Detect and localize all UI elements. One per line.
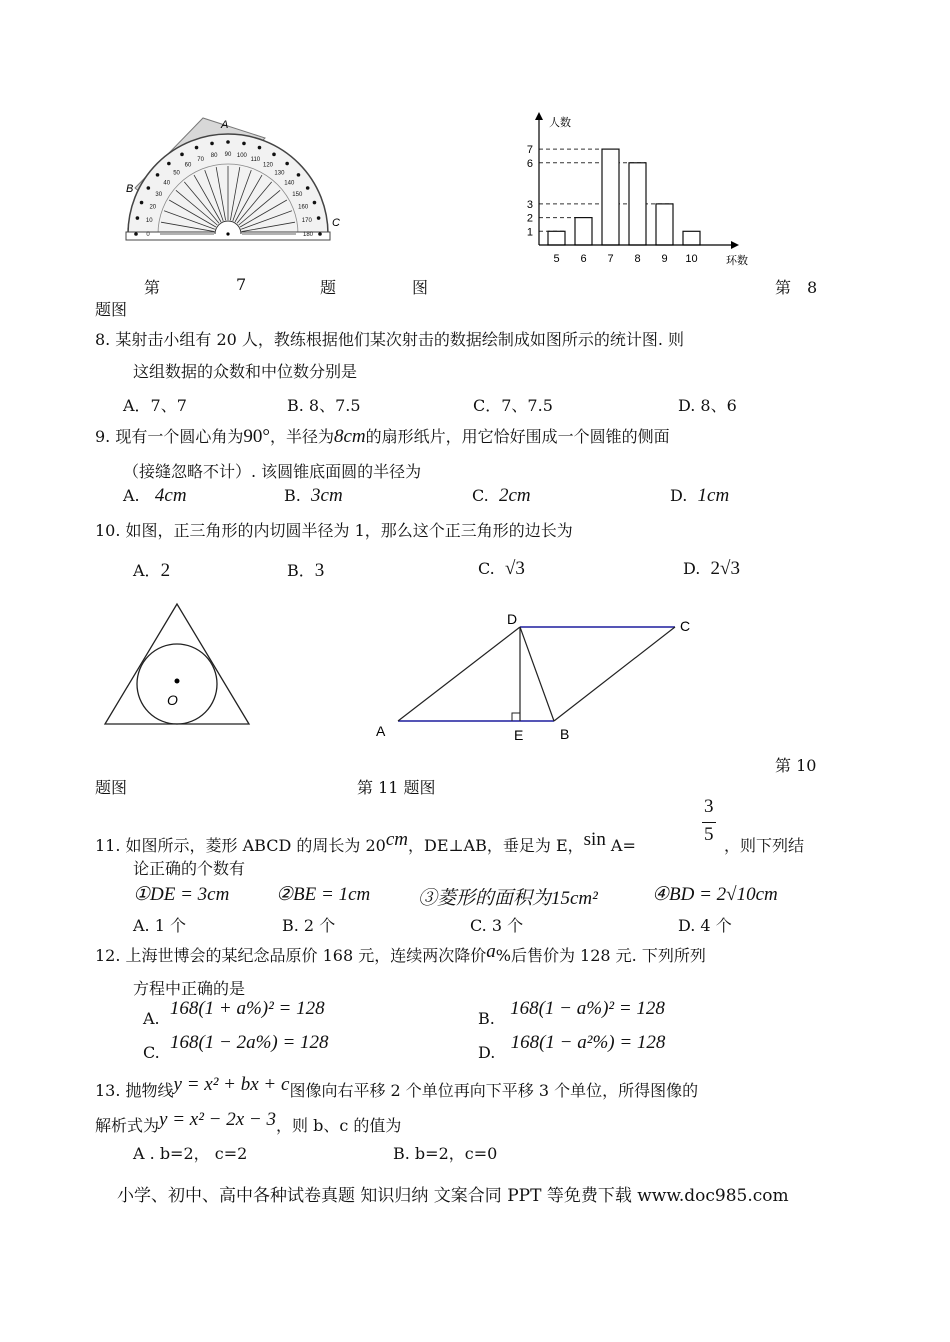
fig11-rhombus bbox=[370, 605, 710, 750]
bar bbox=[656, 204, 673, 245]
q10-opt-d: D. 2√3 bbox=[683, 558, 740, 579]
q11-stmt-1: ①DE = 3cm bbox=[133, 884, 230, 905]
protractor-scale-label: 110 bbox=[250, 156, 261, 163]
fig8-bars bbox=[548, 149, 700, 245]
q13-line1: 13. 抛物线y = x² + bx + c图像向右平移 2 个单位再向下平移 3 个单位，所得图像的 bbox=[95, 1074, 699, 1100]
y-tick-label: 2 bbox=[526, 212, 533, 225]
protractor-scale-label: 0 bbox=[146, 232, 150, 238]
caption-fig7-3: 题 bbox=[320, 278, 337, 297]
y-tick-label: 3 bbox=[526, 198, 533, 211]
q11-stmt-2: ②BE = 1cm bbox=[276, 884, 371, 905]
protractor-tick-dot bbox=[140, 201, 144, 205]
q8-opt-c: C．7、7.5 bbox=[473, 396, 553, 415]
protractor-scale-label: 80 bbox=[210, 153, 218, 160]
q9-text-c: 的扇形纸片，用它恰好围成一个圆锥的侧面 bbox=[365, 427, 670, 446]
protractor-scale-label: 160 bbox=[298, 204, 309, 211]
q11-line1-end: ，则下列结 bbox=[724, 836, 805, 855]
q11-stmt-3: ③菱形的面积为15cm² bbox=[418, 888, 598, 909]
q9-text-b: ，半径为 bbox=[269, 427, 334, 446]
q10-line1: 10. 如图，正三角形的内切圆半径为 1，那么这个正三角形的边长为 bbox=[95, 521, 573, 540]
q8-line2: 这组数据的众数和中位数分别是 bbox=[133, 362, 358, 381]
protractor-tick-dot bbox=[306, 186, 310, 190]
protractor-tick-dot bbox=[136, 216, 140, 220]
q11-frac-bar bbox=[702, 822, 716, 823]
fig10-triangle-incircle bbox=[97, 598, 257, 733]
bar bbox=[629, 163, 646, 245]
q8-line1: 8. 某射击小组有 20 人，教练根据他们某次射击的数据绘制成如图所示的统计图. 则 bbox=[95, 330, 685, 349]
x-tick-label: 8 bbox=[634, 253, 641, 265]
label-C: C bbox=[332, 217, 340, 229]
label-O: O bbox=[167, 692, 178, 708]
q8-opt-a: A．7、7 bbox=[123, 396, 187, 415]
protractor-tick-dot bbox=[167, 162, 171, 166]
protractor-center-dot bbox=[226, 232, 229, 235]
label-E: E bbox=[514, 727, 524, 743]
side-BC bbox=[554, 627, 675, 721]
q12-line2: 方程中正确的是 bbox=[133, 979, 246, 998]
side-AD bbox=[398, 627, 520, 721]
label-A: A bbox=[221, 119, 229, 131]
q8-opt-d: D. 8、6 bbox=[678, 396, 737, 415]
x-tick-label: 7 bbox=[607, 253, 614, 265]
fig7-protractor bbox=[115, 108, 345, 248]
bar bbox=[683, 231, 700, 245]
q11-line1: 11. 如图所示，菱形 ABCD 的周长为 20cm，DE⊥AB，垂足为 E，sin A= bbox=[95, 829, 636, 855]
x-tick-label: 5 bbox=[553, 253, 560, 265]
caption-fig10-right: 第 10 bbox=[775, 756, 817, 775]
bar bbox=[602, 149, 619, 245]
protractor-scale-label: 180 bbox=[302, 232, 314, 238]
y-tick-label: 7 bbox=[526, 144, 533, 157]
protractor-tick-dot bbox=[313, 201, 317, 205]
q9-line2: （接缝忽略不计）. 该圆锥底面圆的半径为 bbox=[123, 462, 422, 481]
label-B: B bbox=[560, 726, 570, 742]
protractor-tick-dot bbox=[195, 146, 199, 150]
caption-fig8-left: 题图 bbox=[95, 300, 128, 319]
caption-fig11: 第 11 题图 bbox=[357, 778, 436, 797]
q11-opt-a: A. 1 个 bbox=[133, 916, 186, 935]
caption-fig10-left: 题图 bbox=[95, 778, 128, 797]
fig8-xlabel: 环数 bbox=[726, 255, 748, 267]
caption-fig7-2: 7 bbox=[236, 275, 247, 294]
protractor-tick-dot bbox=[297, 173, 301, 177]
fig8-y-arrow bbox=[535, 112, 543, 120]
segment-DB bbox=[520, 627, 554, 721]
q11-frac-num: 3 bbox=[704, 796, 714, 817]
protractor-tick-dot bbox=[318, 232, 322, 236]
fig8-x-arrow bbox=[731, 241, 739, 249]
caption-fig8-right: 第 8 bbox=[775, 278, 818, 297]
q9-opt-b: B. 3cm bbox=[284, 485, 343, 506]
protractor-scale-label: 150 bbox=[292, 192, 303, 198]
q9-opt-d: D. 1cm bbox=[670, 485, 730, 506]
protractor-tick-dot bbox=[226, 140, 230, 144]
page-footer: 小学、初中、高中各种试卷真题 知识归纳 文案合同 PPT 等免费下载 www.doc985.com bbox=[117, 1186, 789, 1206]
label-A: A bbox=[376, 723, 386, 739]
q11-line2: 论正确的个数有 bbox=[133, 859, 246, 878]
protractor-scale-label: 170 bbox=[301, 218, 312, 225]
protractor-scale-label: 140 bbox=[284, 180, 295, 187]
y-tick-label: 6 bbox=[526, 157, 533, 170]
q11-opt-c: C. 3 个 bbox=[470, 916, 524, 935]
q12-line1: 12. 上海世博会的某纪念品原价 168 元，连续两次降价a%后售价为 128 元. 下列所列 bbox=[95, 941, 706, 965]
label-B: B bbox=[126, 183, 134, 195]
q13-line2: 解析式为y = x² − 2x − 3，则 b、c 的值为 bbox=[95, 1109, 402, 1135]
protractor-tick-dot bbox=[317, 216, 321, 220]
fig8-bar-chart bbox=[508, 110, 773, 270]
y-tick-label: 1 bbox=[526, 226, 533, 239]
protractor-scale-label: 100 bbox=[236, 153, 247, 160]
protractor-tick-dot bbox=[272, 153, 276, 157]
protractor-tick-dot bbox=[285, 162, 289, 166]
protractor-scale-label: 60 bbox=[184, 162, 192, 169]
protractor-scale-label: 120 bbox=[262, 162, 274, 169]
protractor-scale-label: 40 bbox=[163, 180, 171, 187]
protractor-tick-dot bbox=[210, 142, 214, 146]
q11-opt-b: B. 2 个 bbox=[282, 916, 336, 935]
caption-fig7-4: 图 bbox=[412, 278, 429, 297]
q12-opt-d: D. 168(1 − a²%) = 128 bbox=[478, 1032, 666, 1062]
q9-angle: 90° bbox=[243, 426, 270, 447]
fig8-ylabel: 人数 bbox=[549, 117, 571, 129]
protractor-tick-dot bbox=[180, 153, 184, 157]
q12-opt-b: B. 168(1 − a%)² = 128 bbox=[478, 998, 665, 1028]
x-tick-label: 9 bbox=[661, 253, 668, 265]
q9-opt-a: A. 4cm bbox=[123, 485, 187, 506]
protractor-scale-label: 130 bbox=[274, 170, 285, 177]
q9-opt-c: C. 2cm bbox=[472, 485, 531, 506]
label-C: C bbox=[680, 618, 691, 634]
fig8-x-ticks bbox=[553, 253, 697, 265]
protractor-scale-label: 10 bbox=[145, 218, 153, 225]
q9-line1 bbox=[95, 424, 670, 448]
protractor-scale-label: 20 bbox=[149, 204, 157, 211]
incircle bbox=[137, 644, 217, 724]
q11-frac-den: 5 bbox=[704, 824, 714, 845]
x-tick-label: 10 bbox=[685, 253, 698, 265]
x-tick-label: 6 bbox=[580, 253, 587, 265]
protractor-scale-label: 90 bbox=[224, 152, 232, 158]
q12-opt-c: C. 168(1 − 2a%) = 128 bbox=[143, 1032, 329, 1062]
protractor-tick-dot bbox=[156, 173, 160, 177]
protractor-scale-label: 30 bbox=[155, 192, 163, 198]
q10-opt-a: A．2 bbox=[133, 560, 171, 581]
protractor-tick-dot bbox=[134, 232, 138, 236]
caption-fig7-1: 第 bbox=[144, 278, 161, 297]
q13-opt-b: B. b=2，c=0 bbox=[393, 1144, 498, 1163]
q11-stmt-4: ④BD = 2√10cm bbox=[652, 884, 778, 905]
fig8-y-ticks bbox=[527, 144, 533, 238]
right-angle-mark bbox=[512, 713, 520, 721]
protractor-tick-dot bbox=[258, 146, 262, 150]
q9-text-a: 9. 现有一个圆心角为 bbox=[95, 427, 244, 446]
protractor-tick-dot bbox=[242, 142, 246, 146]
protractor-scale-label: 50 bbox=[173, 170, 180, 177]
bar bbox=[575, 218, 592, 245]
q8-opt-b: B. 8、7.5 bbox=[287, 396, 361, 415]
label-D: D bbox=[507, 611, 518, 627]
q9-radius: 8cm bbox=[333, 426, 366, 447]
q10-opt-b: B．3 bbox=[287, 560, 325, 581]
q10-opt-c: C. √3 bbox=[478, 558, 525, 579]
q12-opt-a: A. 168(1 + a%)² = 128 bbox=[143, 998, 325, 1028]
protractor-scale-label: 70 bbox=[197, 156, 204, 163]
q11-opt-d: D. 4 个 bbox=[678, 916, 732, 935]
q13-opt-a: A . b=2， c=2 bbox=[133, 1144, 248, 1163]
bar bbox=[548, 231, 565, 245]
protractor-tick-dot bbox=[147, 186, 151, 190]
center-point bbox=[175, 679, 180, 684]
